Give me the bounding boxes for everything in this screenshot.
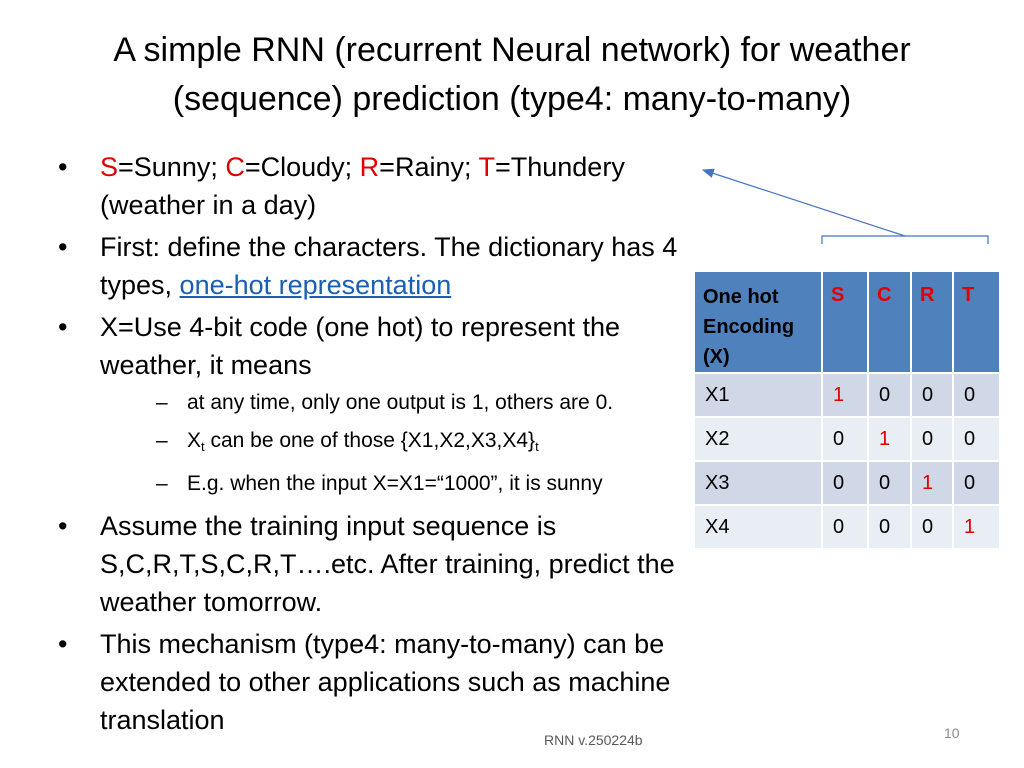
cell-value: 1 — [954, 506, 1001, 550]
footer-version: RNN v.250224b — [544, 732, 643, 748]
cell-value: 1 — [823, 374, 869, 418]
cell-value: 0 — [954, 462, 1001, 506]
header-encoding — [695, 272, 823, 374]
page-number: 10 — [944, 725, 960, 741]
table-row — [695, 374, 1001, 418]
cell-value: 0 — [912, 506, 954, 550]
xt-sub: t — [201, 438, 205, 454]
header-r: R — [912, 272, 954, 374]
xt-mid: can be one of those {X1,X2,X3,X4} — [204, 428, 536, 452]
row-label: X2 — [695, 418, 823, 462]
cell-value: 1 — [869, 418, 912, 462]
arrow-line — [703, 170, 905, 236]
code-r-text: =Rainy; — [379, 152, 479, 182]
one-hot-link[interactable]: one-hot representation — [179, 270, 452, 300]
code-r: R — [359, 152, 380, 182]
code-t: T — [478, 152, 495, 182]
bullet-many-to-many: • This mechanism (type4: many-to-many) can be extended to other applications such as machine translation — [58, 625, 708, 739]
table-row — [695, 506, 1001, 550]
one-hot-table — [695, 272, 1001, 550]
header-t: T — [954, 272, 1001, 374]
header-enc-line3: (X) — [703, 346, 730, 368]
cell-value: 0 — [869, 374, 912, 418]
sub-bullet-example: – E.g. when the input X=X1=“1000”, it is sunny — [142, 465, 708, 503]
header-c: C — [869, 272, 912, 374]
cell-value: 0 — [869, 462, 912, 506]
cell-value: 0 — [912, 374, 954, 418]
table-row — [695, 418, 1001, 462]
row-label: X1 — [695, 374, 823, 418]
row-label: X3 — [695, 462, 823, 506]
brace-line — [822, 236, 988, 244]
xt-sub2: t — [535, 438, 539, 454]
bullet-weather-tail: (weather in a day) — [100, 190, 317, 220]
code-t-text: =Thundery — [494, 152, 625, 182]
cell-value: 0 — [912, 418, 954, 462]
bullet-4bit-text: X=Use 4-bit code (one hot) to represent the weather, it means — [100, 312, 621, 380]
sub-bullet-one-output: – at any time, only one output is 1, others are 0. — [142, 384, 708, 422]
code-c: C — [225, 152, 245, 182]
code-s: S — [100, 152, 119, 182]
slide-title-line2: (sequence) prediction (type4: many-to-many) — [172, 80, 852, 118]
row-label: X4 — [695, 506, 823, 550]
table-header-row — [695, 272, 1001, 374]
cell-value: 0 — [823, 418, 869, 462]
bullet-training-sequence: • Assume the training input sequence is S,C,R,T,S,C,R,T….etc. After training, predict the weather tomorrow. — [58, 507, 708, 621]
cell-value: 0 — [869, 506, 912, 550]
header-s: S — [823, 272, 869, 374]
header-enc-line1: One hot — [703, 286, 779, 308]
xt-x: X — [187, 428, 202, 452]
bullet-define-text: First: define the characters. The dictionary has 4 types, — [100, 232, 678, 300]
table-row — [695, 462, 1001, 506]
cell-value: 0 — [954, 374, 1001, 418]
header-enc-line2: Encoding — [703, 316, 795, 338]
cell-value: 1 — [912, 462, 954, 506]
cell-value: 0 — [823, 506, 869, 550]
code-c-text: =Cloudy; — [244, 152, 360, 182]
cell-value: 0 — [823, 462, 869, 506]
code-s-text: =Sunny; — [118, 152, 226, 182]
slide-title-line1: A simple RNN (recurrent Neural network) for weather — [113, 31, 911, 69]
cell-value: 0 — [954, 418, 1001, 462]
